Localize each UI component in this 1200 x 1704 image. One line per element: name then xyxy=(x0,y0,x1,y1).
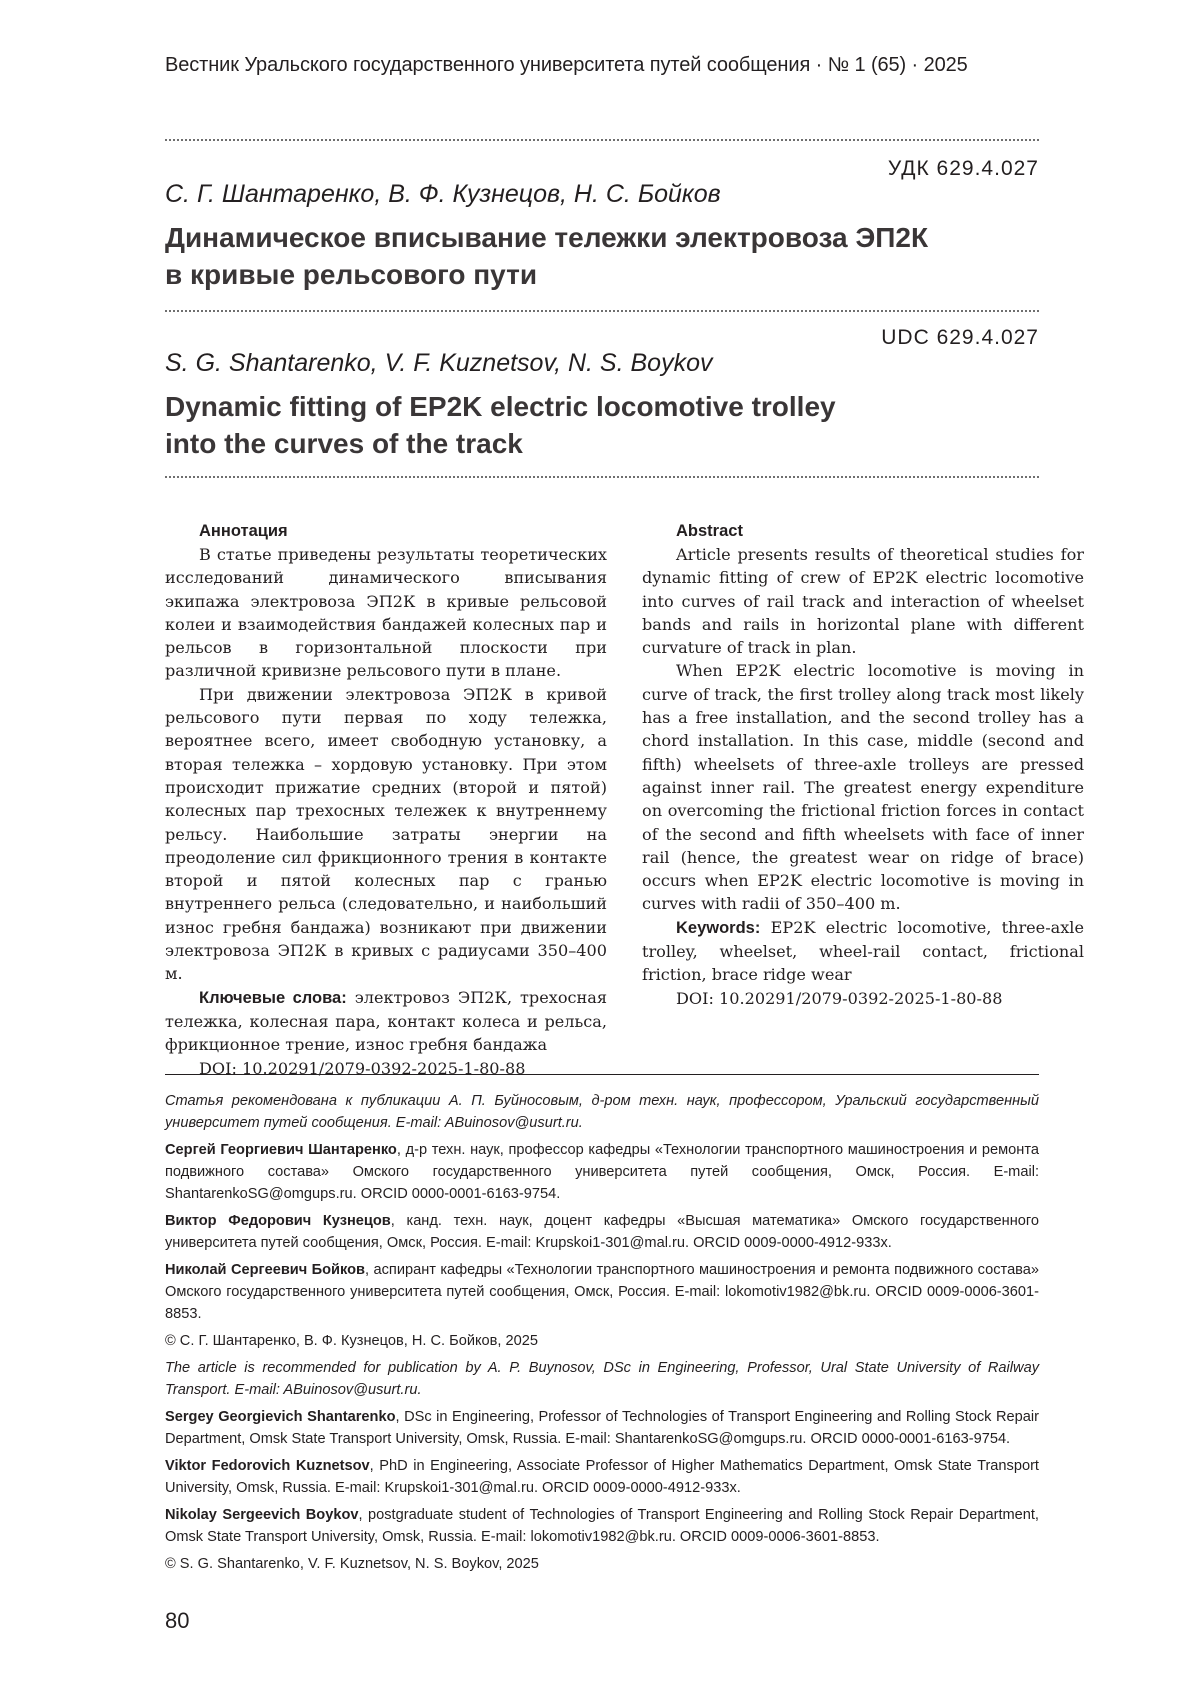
abstract-en-heading: Abstract xyxy=(676,522,743,540)
abstract-en xyxy=(642,520,1084,1010)
author-info: , аспирант кафедры «Технологии транспортного машиностроения и ремонта подвижного состава» Омского государственного университета путей сообщения, Омск, Россия. E-mail: lokomotiv1982@bk.ru. ORCID 0009-0006-3601-8853. xyxy=(165,1262,1040,1322)
abstract-en-paragraph: When EP2K electric locomotive is moving in curve of track, the first trolley along track most likely has a free installation, and the second trolley has a chord installation. In this case, middle (second and fifth) wheelsets of three-axle trolleys are pressed against inner rail. The greatest energy expenditure on overcoming the frictional friction forces in contact of the second and fifth wheelsets with face of inner rail (hence, the greatest wear on ridge of brace) occurs when EP2K electric locomotive is moving in curves with radii of 350–400 m. xyxy=(642,661,1084,914)
title-ru xyxy=(165,219,928,293)
title-ru-line2: в кривые рельсового пути xyxy=(165,259,538,290)
author-name: Nikolay Sergeevich Boykov xyxy=(165,1507,359,1523)
author-name: Виктор Федорович Кузнецов xyxy=(165,1213,391,1229)
title-ru-line1: Динамическое вписывание тележки электровоза ЭП2К xyxy=(165,222,929,253)
author-info: , канд. техн. наук, доцент кафедры «Высшая математика» Омского государственного университета путей сообщения, Омск, Россия. E-mail: Krupskoi1-301@mal.ru. ORCID 0009-0000-4912-933x. xyxy=(165,1213,1039,1251)
udc-en: UDC 629.4.027 xyxy=(881,326,1039,349)
dotted-divider xyxy=(165,476,1039,478)
keywords-en-text: EP2K electric locomotive, three-axle trolley, wheelset, wheel-rail contact, frictional friction, brace ridge wear xyxy=(642,917,1084,985)
author-info: , DSc in Engineering, Professor of Technologies of Transport Engineering and Rolling Stock Repair Department, Omsk State Transport University, Omsk, Russia. E-mail: ShantarenkoSG@omgups.ru. ORCID 0000-0001-6163-9754. xyxy=(165,1409,1039,1447)
author-info: , postgraduate student of Technologies of Transport Engineering and Rolling Stock Repair Department, Omsk State Transport University, Omsk, Russia. E-mail: lokomotiv1982@bk.ru. ORCID 0009-0006-3601-8853. xyxy=(165,1507,1039,1545)
author-note-en xyxy=(165,1406,1039,1450)
keywords-en xyxy=(642,916,1084,987)
dotted-divider xyxy=(165,139,1039,141)
abstract-ru-heading: Аннотация xyxy=(199,522,288,540)
title-en-line2: into the curves of the track xyxy=(165,428,523,459)
keywords-ru xyxy=(165,986,607,1057)
keywords-ru-label: Ключевые слова: xyxy=(199,988,347,1007)
doi-ru: DOI: 10.20291/2079-0392-2025-1-80-88 xyxy=(199,1058,526,1078)
abstract-ru-paragraph: При движении электровоза ЭП2К в кривой рельсового пути первая по ходу тележка, вероятнее всего, имеет свободную установку, а вторая тележка – хордовую установку. При этом происходит прижатие средних (второй и пятой) колесных пар трехосных тележек к внутреннему рельсу. Наибольшие затраты энергии на преодоление сил фрикционного трения в контакте второй и пятой колесных пар с гранью внутреннего рельса (следовательно, и наибольший износ гребня бандажа) возникают при движении электровоза ЭП2К в кривых с радиусами 350–400 м. xyxy=(165,684,607,984)
author-name: Сергей Георгиевич Шантаренко xyxy=(165,1142,397,1158)
udc-ru: УДК 629.4.027 xyxy=(887,157,1039,180)
copyright-en: © S. G. Shantarenko, V. F. Kuznetsov, N. S. Boykov, 2025 xyxy=(165,1556,539,1572)
author-name: Viktor Fedorovich Kuznetsov xyxy=(165,1458,370,1474)
dotted-divider xyxy=(165,310,1039,312)
abstract-en-paragraph: Article presents results of theoretical studies for dynamic fitting of crew of EP2K electric locomotive into curves of rail track and interaction of wheelset bands and rails in horizontal plane with different curvature of track in plan. xyxy=(642,545,1084,658)
title-en-line1: Dynamic fitting of EP2K electric locomotive trolley xyxy=(165,391,836,422)
author-name: Николай Сергеевич Бойков xyxy=(165,1262,366,1278)
author-note-ru xyxy=(165,1259,1039,1325)
abstract-ru xyxy=(165,520,607,1080)
footnote-rule xyxy=(165,1074,1039,1075)
recommendation-ru: Статья рекомендована к публикации А. П. Буйносовым, д-ром техн. наук, профессором, Уральский государственный университет путей сообщения. E-mail: ABuinosov@usurt.ru. xyxy=(165,1093,1039,1131)
author-info: , д-р техн. наук, профессор кафедры «Технологии транспортного машиностроения и ремонта подвижного состава» Омского государственного университета путей сообщения, Омск, Россия. E-mail: ShantarenkoSG@omgups.ru. ORCID 0000-0001-6163-9754. xyxy=(165,1142,1039,1202)
author-notes xyxy=(165,1090,1039,1580)
title-en xyxy=(165,388,836,462)
author-name: Sergey Georgievich Shantarenko xyxy=(165,1409,396,1425)
page-number: 80 xyxy=(165,1608,190,1633)
author-info: , PhD in Engineering, Associate Professor of Higher Mathematics Department, Omsk State Transport University, Omsk, Russia. E-mail: Krupskoi1-301@mal.ru. ORCID 0009-0000-4912-933x. xyxy=(165,1458,1039,1496)
author-note-en xyxy=(165,1455,1039,1499)
copyright-ru: © С. Г. Шантаренко, В. Ф. Кузнецов, Н. С. Бойков, 2025 xyxy=(165,1333,538,1349)
author-note-ru xyxy=(165,1139,1039,1205)
keywords-ru-text: электровоз ЭП2К, трехосная тележка, колесная пара, контакт колеса и рельса, фрикционное трение, износ гребня бандажа xyxy=(165,987,607,1055)
author-note-en xyxy=(165,1504,1039,1548)
recommendation-en: The article is recommended for publication by A. P. Buynosov, DSc in Engineering, Professor, Ural State University of Railway Transport. E-mail: ABuinosov@usurt.ru. xyxy=(165,1360,1039,1398)
doi-en: DOI: 10.20291/2079-0392-2025-1-80-88 xyxy=(676,988,1003,1008)
authors-en: S. G. Shantarenko, V. F. Kuznetsov, N. S. Boykov xyxy=(165,349,713,377)
running-head: Вестник Уральского государственного университета путей сообщения · № 1 (65) · 2025 xyxy=(165,54,968,76)
abstract-ru-paragraph: В статье приведены результаты теоретических исследований динамического вписывания экипажа электровоза ЭП2К в кривые рельсовой колеи и взаимодействия бандажей колесных пар и рельсов в горизонтальной плоскости при различной кривизне рельсового пути в плане. xyxy=(165,545,607,681)
authors-ru: С. Г. Шантаренко, В. Ф. Кузнецов, Н. С. Бойков xyxy=(165,180,721,208)
keywords-en-label: Keywords: xyxy=(676,918,761,937)
author-note-ru xyxy=(165,1210,1039,1254)
